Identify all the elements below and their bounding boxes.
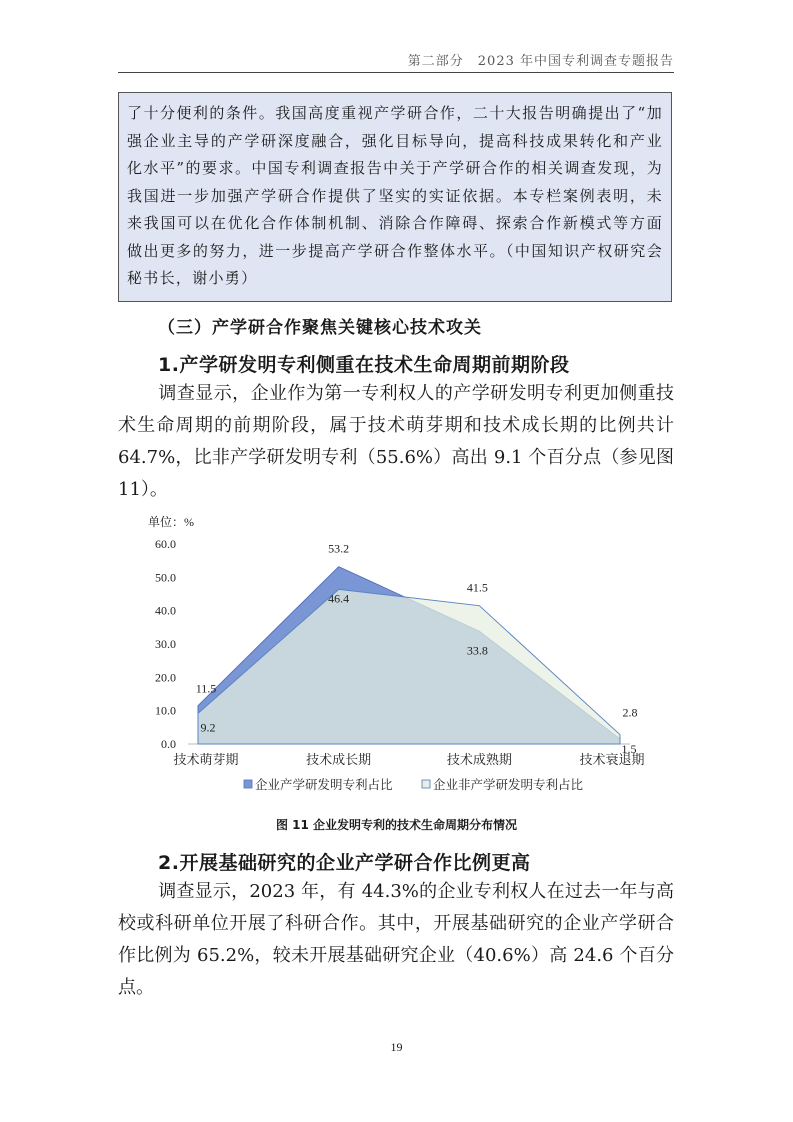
- x-tick-label: 技术衰退期: [579, 752, 645, 767]
- y-tick-label: 60.0: [155, 537, 176, 551]
- y-tick-label: 10.0: [155, 703, 176, 718]
- subsection-2-text: 调查显示，2023 年，有 44.3%的企业专利权人在过去一年与高校或科研单位开展了科研合作。其中，开展基础研究的企业产学研合作比例为 65.2%，较未开展基础研究企业（40.6%）高 24.6 个百分点。: [118, 881, 674, 998]
- chart-areas: [195, 567, 620, 744]
- legend-label-series-1: 企业产学研发明专利占比: [255, 778, 393, 792]
- subsection-1-text: 调查显示，企业作为第一专利权人的产学研发明专利更加侧重技术生命周期的前期阶段，属于技术萌芽期和技术成长期的比例共计 64.7%，比非产学研发明专利（55.6%）高出 9.1 个百分点（参见图 11）。: [118, 383, 674, 500]
- lifecycle-area-chart: [140, 512, 680, 812]
- y-axis: [155, 537, 176, 751]
- legend-label-series-2: 企业非产学研发明专利占比: [433, 778, 584, 792]
- page-number: 19: [390, 1040, 403, 1054]
- chart-legend: [244, 777, 584, 792]
- section-title: （三）产学研合作聚焦关键核心技术攻关: [158, 318, 482, 338]
- chart-unit-label: 单位：%: [148, 515, 194, 529]
- data-label-series-2: 9.2: [200, 720, 216, 735]
- legend-swatch-series-1: [244, 780, 252, 788]
- data-label-series-2: 2.8: [622, 705, 638, 720]
- figure-caption: 图 11 企业发明专利的技术生命周期分布情况: [275, 818, 518, 832]
- subsection-1-paragraph: [118, 378, 674, 506]
- data-label-series-2: 41.5: [466, 580, 488, 595]
- area-series-2: [195, 589, 620, 744]
- quote-box: [118, 92, 672, 302]
- data-label-series-1: 11.5: [195, 681, 217, 696]
- running-header: 第二部分 2023 年中国专利调查专题报告: [407, 54, 674, 69]
- legend-swatch-series-2: [422, 780, 430, 788]
- y-tick-label: 30.0: [155, 637, 176, 651]
- subsection-2-title: 2.开展基础研究的企业产学研合作比例更高: [158, 852, 531, 874]
- header-rule: [118, 72, 674, 73]
- y-tick-label: 40.0: [155, 603, 176, 618]
- quote-text: 了十分便利的条件。我国高度重视产学研合作，二十大报告明确提出了“加强企业主导的产学研深度融合，强化目标导向，提高科技成果转化和产业化水平”的要求。中国专利调查报告中关于产学研合作的相关调查发现，为我国进一步加强产学研合作提供了坚实的实证依据。本专栏案例表明，未来我国可以在优化合作体制机制、消除合作障碍、探索合作新模式等方面做出更多的努力，进一步提高产学研合作整体水平。（中国知识产权研究会秘书长，谢小勇）: [127, 104, 663, 287]
- y-tick-label: 0.0: [161, 737, 176, 751]
- y-tick-label: 20.0: [155, 670, 176, 685]
- data-label-series-1: 1.5: [621, 742, 637, 756]
- subsection-2-paragraph: [118, 876, 674, 1004]
- data-label-series-2: 46.4: [328, 591, 350, 606]
- x-axis: [173, 752, 644, 767]
- data-label-series-1: 53.2: [328, 541, 350, 556]
- y-tick-label: 50.0: [155, 570, 176, 585]
- x-tick-label: 技术成长期: [306, 752, 372, 767]
- subsection-1-title: 1.产学研发明专利侧重在技术生命周期前期阶段: [158, 354, 570, 376]
- data-label-series-1: 33.8: [466, 643, 488, 658]
- x-tick-label: 技术成熟期: [446, 752, 512, 767]
- x-tick-label: 技术萌芽期: [173, 752, 239, 767]
